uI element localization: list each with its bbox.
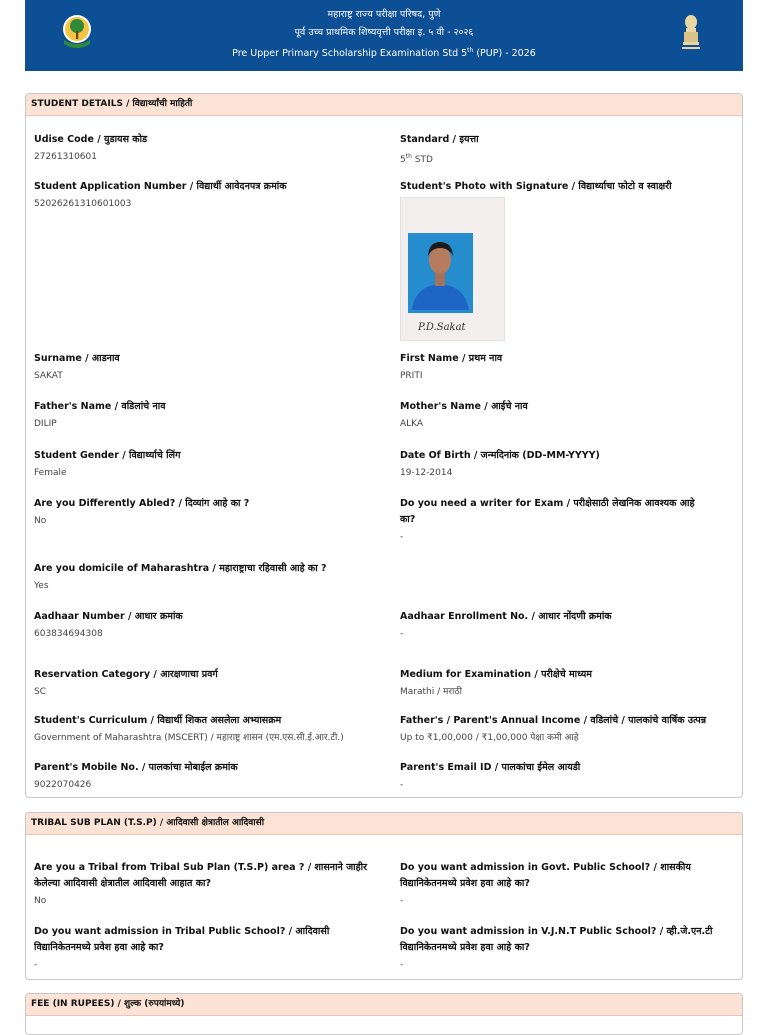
tribal-sub-plan-section (25, 812, 743, 980)
vjnt-public-school-field (400, 924, 712, 973)
dob-field (400, 448, 600, 481)
vjnt-public-school-value: - (400, 960, 404, 970)
domicile-label: Are you domicile of Maharashtra / महाराष्ट्राचा रहिवासी आहे का ? (34, 563, 327, 574)
tsp-tribal-label-line1: Are you a Tribal from Tribal Sub Plan (T.S.P) area ? / शासनाने जाहीर (34, 862, 368, 873)
govt-public-school-label-line2: विद्यानिकेतनमध्ये प्रवेश हवा आहे का? (400, 878, 530, 889)
page-header (25, 0, 743, 71)
writer-field (400, 496, 695, 545)
tribal-public-school-label-line2: विद्यानिकेतनमध्ये प्रवेश हवा आहे का? (34, 942, 164, 953)
aadhaar-number-field (34, 609, 183, 642)
reservation-category-label: Reservation Category / आरक्षणाचा प्रवर्ग (34, 669, 218, 680)
udise-field (34, 132, 147, 165)
udise-label: Udise Code / युडायस कोड (34, 134, 148, 145)
gender-field (34, 448, 180, 481)
father-name-label: Father's Name / वडिलांचे नाव (34, 401, 166, 412)
application-number-label: Student Application Number / विद्यार्थी आवेदनपत्र क्रमांक (34, 181, 287, 192)
medium-value: Marathi / मराठी (400, 687, 462, 697)
parent-mobile-value: 9022070426 (34, 780, 92, 790)
aadhaar-enrollment-label: Aadhaar Enrollment No. / आधार नोंदणी क्रमांक (400, 611, 612, 622)
mother-name-field (400, 399, 528, 432)
header-council-name: महाराष्ट्र राज्य परीक्षा परिषद, पुणे (327, 9, 441, 20)
standard-field (400, 132, 479, 168)
student-details-section (25, 93, 743, 798)
writer-label-line1: Do you need a writer for Exam / परीक्षेसाठी लेखनिक आवश्यक आहे (400, 498, 695, 509)
govt-public-school-value: - (400, 896, 404, 906)
aadhaar-enrollment-value: - (400, 629, 404, 639)
udise-value: 27261310601 (34, 152, 97, 162)
curriculum-value: Government of Maharashtra (MSCERT) / महाराष्ट्र शासन (एम.एस.सी.ई.आर.टी.) (34, 733, 344, 743)
first-name-value: PRITI (400, 371, 423, 381)
parent-mobile-label: Parent's Mobile No. / पालकांचा मोबाईल क्रमांक (34, 762, 238, 773)
first-name-label: First Name / प्रथम नाव (400, 353, 503, 364)
curriculum-label: Student's Curriculum / विद्यार्थी शिकत असलेला अभ्यासक्रम (34, 715, 282, 726)
photo-label: Student's Photo with Signature / विद्यार्थ्याचा फोटो व स्वाक्षरी (400, 181, 672, 192)
differently-abled-label: Are you Differently Abled? / दिव्यांग आहे का ? (34, 498, 250, 509)
tribal-public-school-field (34, 924, 329, 973)
photo-field (400, 179, 672, 195)
header-exam-name-marathi: पूर्व उच्च प्राथमिक शिष्यवृत्ती परीक्षा इ. ५ वी - २०२६ (294, 27, 474, 38)
govt-public-school-field (400, 860, 691, 909)
surname-label: Surname / आडनाव (34, 353, 120, 364)
gender-value: Female (34, 468, 67, 478)
parent-email-field (400, 760, 580, 793)
parent-email-label: Parent's Email ID / पालकांचा ईमेल आयडी (400, 762, 581, 773)
govt-public-school-label-line1: Do you want admission in Govt. Public School? / शासकीय (400, 862, 691, 873)
student-photo-image (401, 198, 504, 340)
aadhaar-number-label: Aadhaar Number / आधार क्रमांक (34, 611, 183, 622)
domicile-field (34, 561, 327, 594)
fee-title: FEE (IN RUPEES) / शुल्क (रुपयांमध्ये) (26, 994, 742, 1016)
application-number-field (34, 179, 287, 212)
aadhaar-number-value: 603834694308 (34, 629, 103, 639)
parent-email-value: - (400, 780, 404, 790)
differently-abled-field (34, 496, 249, 529)
reservation-category-field (34, 667, 218, 700)
dob-label: Date Of Birth / जन्मदिनांक (DD-MM-YYYY) (400, 450, 600, 461)
header-exam-name-english: Pre Upper Primary Scholarship Examination Std 5th (PUP) - 2026 (232, 47, 536, 60)
photo-signature: P.D.Sakat (418, 322, 466, 333)
differently-abled-value: No (34, 516, 47, 526)
tribal-sub-plan-title: TRIBAL SUB PLAN (T.S.P) / आदिवासी क्षेत्रातील आदिवासी (26, 813, 742, 835)
annual-income-field (400, 713, 706, 746)
application-number-value: 52026261310601003 (34, 199, 132, 209)
surname-field (34, 351, 120, 384)
tribal-public-school-label-line1: Do you want admission in Tribal Public School? / आदिवासी (34, 926, 330, 937)
domicile-value: Yes (34, 581, 49, 591)
student-details-title: STUDENT DETAILS / विद्यार्थ्यांची माहिती (26, 94, 742, 116)
standard-label: Standard / इयत्ता (400, 134, 479, 145)
writer-label-line2: का? (400, 514, 416, 525)
father-name-value: DILIP (34, 419, 57, 429)
parent-mobile-field (34, 760, 238, 793)
dob-value: 19-12-2014 (400, 468, 453, 478)
tsp-tribal-label-line2: केलेल्या आदिवासी क्षेत्रातील आदिवासी आहात का? (34, 878, 211, 889)
medium-label: Medium for Examination / परीक्षेचे माध्यम (400, 669, 592, 680)
mother-name-label: Mother's Name / आईचे नाव (400, 401, 528, 412)
gender-label: Student Gender / विद्यार्थ्याचे लिंग (34, 450, 181, 461)
vjnt-public-school-label-line1: Do you want admission in V.J.N.T Public School? / व्ही.जे.एन.टी (400, 926, 713, 937)
tribal-public-school-value: - (34, 960, 38, 970)
student-photo (400, 197, 505, 341)
medium-field (400, 667, 592, 700)
surname-value: SAKAT (34, 371, 63, 381)
aadhaar-enrollment-field (400, 609, 612, 642)
annual-income-value: Up to ₹1,00,000 / ₹1,00,000 पेक्षा कमी आहे (400, 733, 579, 743)
writer-value: - (400, 532, 404, 542)
mother-name-value: ALKA (400, 419, 424, 429)
tsp-tribal-value: No (34, 896, 47, 906)
vjnt-public-school-label-line2: विद्यानिकेतनमध्ये प्रवेश हवा आहे का? (400, 942, 530, 953)
tsp-tribal-field (34, 860, 367, 909)
standard-value: 5th STD (400, 153, 433, 165)
first-name-field (400, 351, 502, 384)
curriculum-field (34, 713, 344, 746)
father-name-field (34, 399, 166, 432)
fee-section (25, 993, 743, 1035)
state-emblem (679, 12, 703, 54)
annual-income-label: Father's / Parent's Annual Income / वडिलांचे / पालकांचे वार्षिक उत्पन्न (400, 715, 707, 726)
reservation-category-value: SC (34, 687, 46, 697)
